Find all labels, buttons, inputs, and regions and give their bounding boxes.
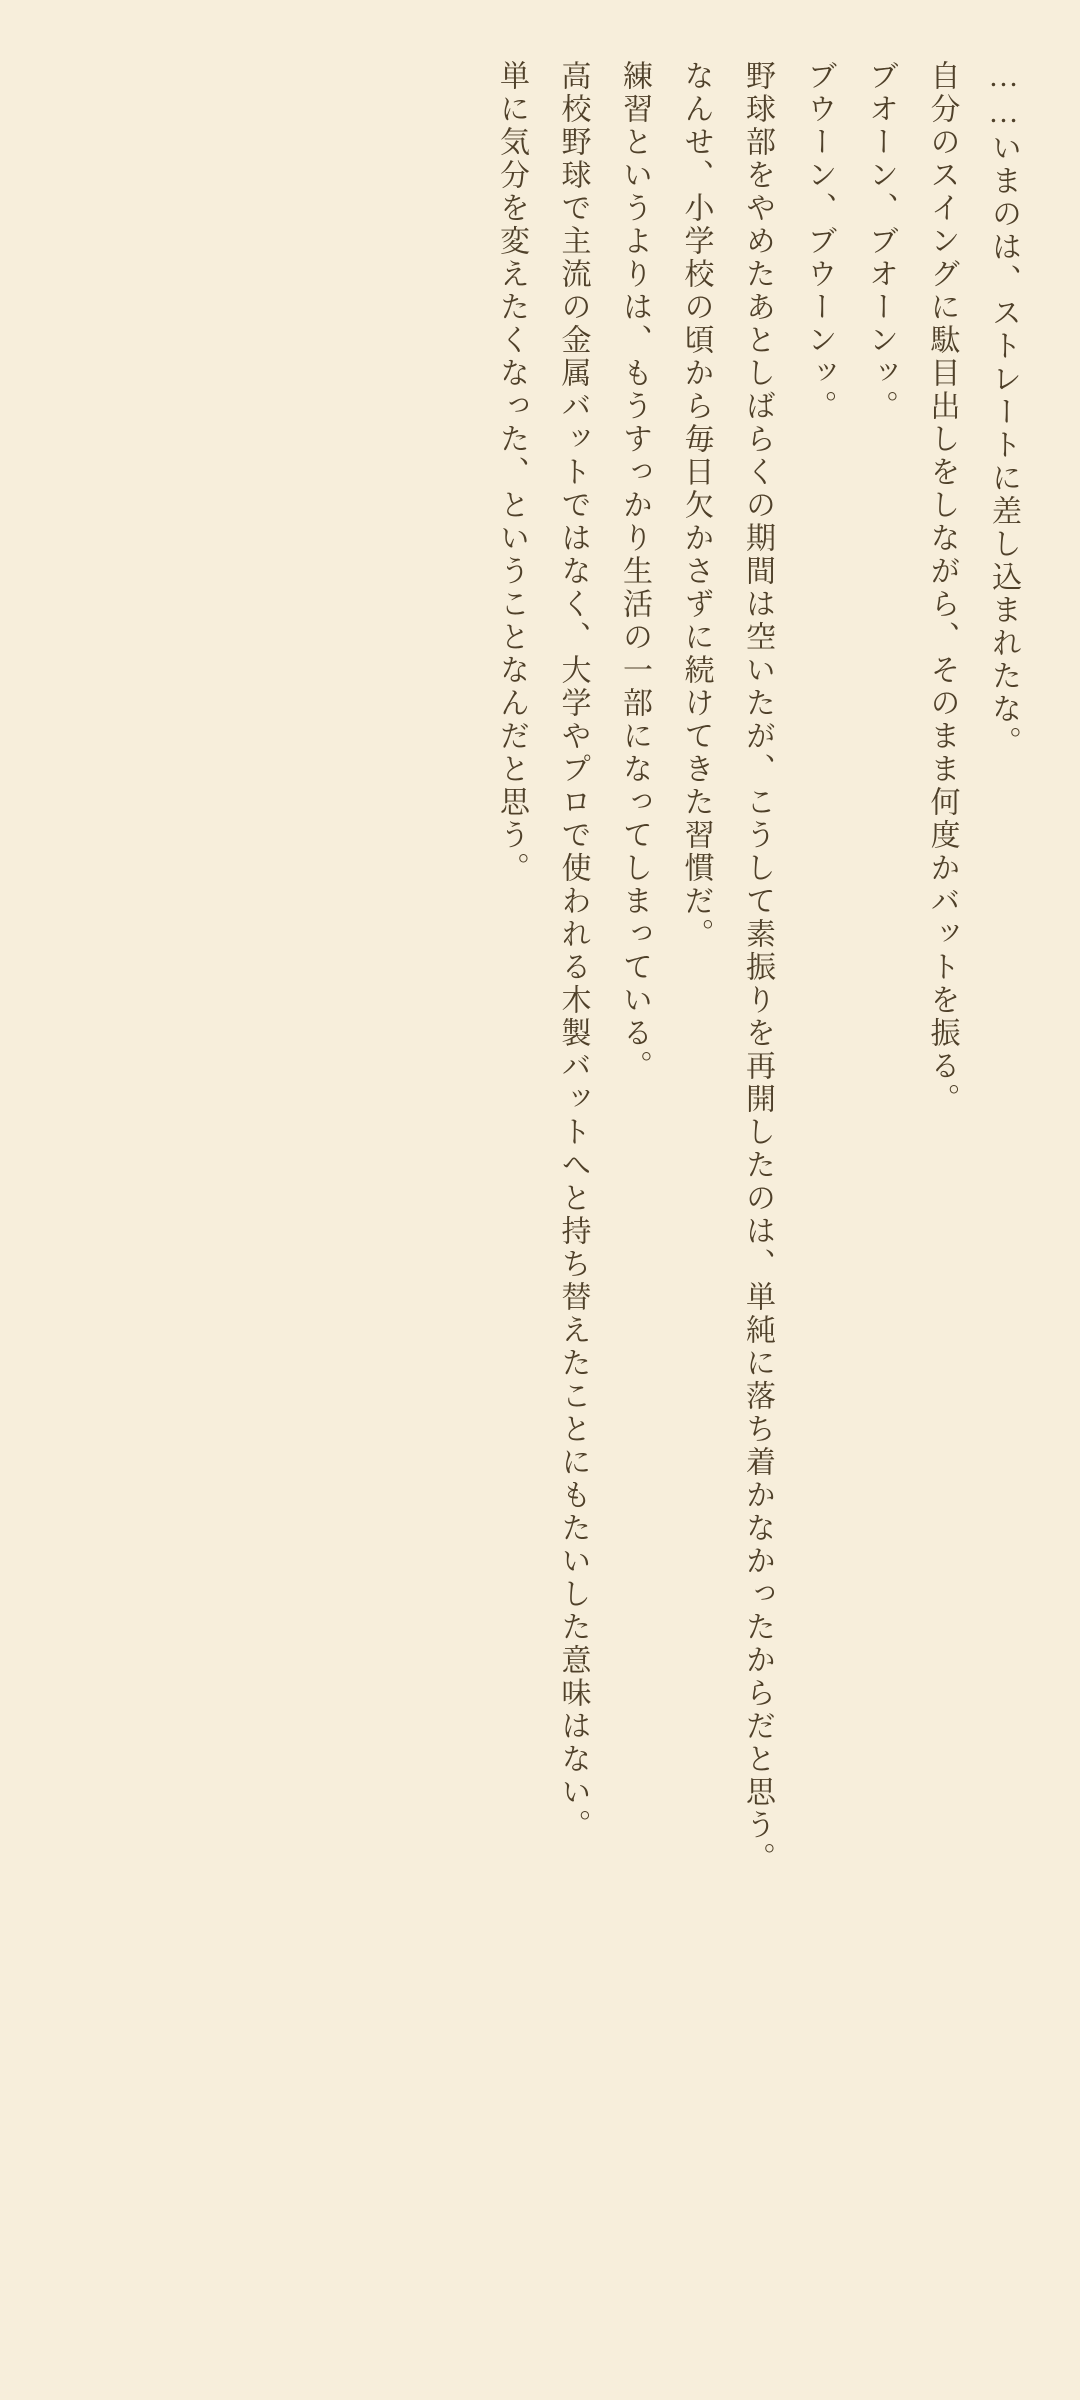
- paragraph: ブオーン、ブオーンッ。: [864, 60, 897, 423]
- paragraph: ブウーン、ブウーンッ。: [802, 60, 836, 423]
- paragraph: ……いまのは、ストレートに差し込まれたな。: [987, 60, 1020, 759]
- paragraph: なんせ、小学校の頃から毎日欠かさずに続けてきた習慣だ。: [679, 60, 713, 951]
- paragraph: 高校野球で主流の金属バットではなく、大学やプロで使われる木製バットへと持ち替えたことにもたいした意味はない。: [556, 60, 590, 1842]
- vertical-text-body: [46, 60, 1034, 2340]
- paragraph: 単に気分を変えたくなった、ということなんだと思う。: [495, 60, 528, 885]
- paragraph: 野球部をやめたあとしばらくの期間は空いたが、こうして素振りを再開したのは、単純に落ち着かなかったからだと思う。: [741, 60, 774, 1875]
- paragraph: 自分のスイングに駄目出しをしながら、そのまま何度かバットを振る。: [925, 60, 959, 1116]
- paragraph: 練習というよりは、もうすっかり生活の一部になってしまっている。: [618, 60, 651, 1083]
